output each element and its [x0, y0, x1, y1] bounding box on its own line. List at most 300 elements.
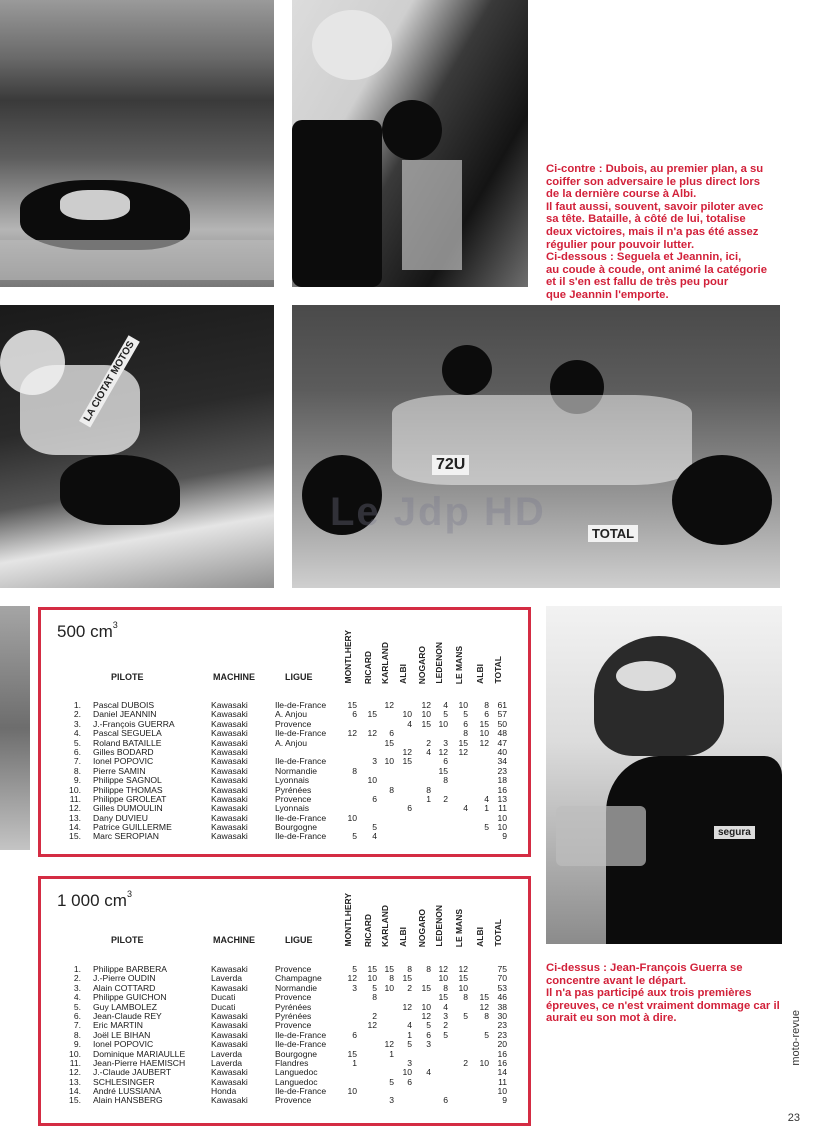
row-score: 12 — [384, 700, 394, 710]
row-total: 11 — [498, 1076, 507, 1087]
col-pilote: PILOTE — [111, 672, 144, 682]
row-rank: 3. — [73, 718, 81, 729]
race-header: NOGARO — [417, 645, 427, 684]
row-score: 12 — [384, 1039, 394, 1050]
row-ligue: Languedoc — [275, 1067, 318, 1078]
row-rank: 6. — [73, 746, 81, 757]
row-score: 3 — [407, 1057, 412, 1068]
row-score: 10 — [384, 982, 394, 993]
row-score: 12 — [458, 964, 468, 974]
row-score: 15 — [421, 718, 431, 729]
row-total: 47 — [497, 737, 507, 748]
row-score: 15 — [402, 973, 412, 984]
row-machine: Kawasaki — [211, 728, 248, 739]
photo-riders-start-line — [292, 0, 528, 287]
row-ligue: Ile-de-France — [275, 1086, 327, 1097]
bike-number: 72U — [432, 455, 469, 475]
row-total: 14 — [497, 1067, 507, 1078]
row-score: 8 — [426, 784, 431, 795]
row-total: 10 — [497, 822, 507, 833]
row-score: 3 — [372, 756, 377, 767]
row-total: 61 — [497, 700, 507, 710]
row-score: 4 — [484, 793, 489, 804]
row-machine: Kawasaki — [211, 737, 248, 748]
row-score: 12 — [421, 1010, 431, 1021]
row-rank: 12. — [69, 803, 81, 814]
row-score: 5 — [443, 1029, 448, 1040]
row-score: 8 — [484, 700, 489, 710]
row-pilote: Marc SEROPIAN — [93, 831, 159, 842]
row-score: 4 — [443, 700, 448, 710]
row-pilote: Roland BATAILLE — [93, 737, 162, 748]
row-total: 40 — [497, 746, 507, 757]
row-ligue: Champagne — [275, 973, 322, 984]
row-pilote: SCHLESINGER — [93, 1076, 155, 1087]
row-score: 15 — [458, 973, 468, 984]
row-rank: 13. — [69, 1076, 81, 1087]
row-score: 8 — [426, 964, 431, 974]
row-score: 8 — [484, 1010, 489, 1021]
row-ligue: Provence — [275, 1020, 312, 1031]
row-score: 10 — [402, 1067, 412, 1078]
class-title: 500 $cm^3$ — [57, 620, 118, 641]
row-machine: Kawasaki — [211, 700, 248, 710]
photo-race-grid-bike — [0, 0, 274, 287]
row-score: 12 — [402, 746, 412, 757]
race-header: LEDENON — [434, 642, 444, 684]
row-machine: Kawasaki — [211, 775, 248, 786]
row-ligue: Lyonnais — [275, 775, 310, 786]
row-total: 34 — [497, 756, 507, 767]
row-rank: 11. — [69, 793, 81, 804]
row-rank: 7. — [73, 756, 81, 767]
row-score: 15 — [347, 1048, 357, 1059]
row-total: 23 — [497, 765, 507, 776]
col-pilote: PILOTE — [111, 935, 144, 945]
row-rank: 15. — [69, 1095, 81, 1106]
race-header: KARLAND — [380, 904, 390, 947]
row-pilote: Jean-Pierre HAEMISCH — [93, 1057, 186, 1068]
race-header: ALBI — [475, 927, 485, 947]
row-score: 10 — [421, 1001, 431, 1012]
row-score: 1 — [389, 1048, 394, 1059]
row-score: 8 — [389, 784, 394, 795]
row-rank: 12. — [69, 1067, 81, 1078]
row-score: 10 — [458, 982, 468, 993]
row-pilote: Pierre SAMIN — [93, 765, 146, 776]
row-total: 16 — [497, 1057, 507, 1068]
row-score: 6 — [426, 1029, 431, 1040]
race-header: LEDENON — [434, 905, 444, 947]
row-score: 12 — [479, 1001, 489, 1012]
row-ligue: Provence — [275, 1095, 312, 1106]
sponsor-patch: segura — [714, 826, 755, 839]
row-score: 15 — [347, 700, 357, 710]
row-machine: Laverda — [211, 1057, 243, 1068]
row-machine: Kawasaki — [211, 1076, 248, 1087]
row-total: 23 — [497, 1029, 507, 1040]
col-machine: MACHINE — [213, 935, 255, 945]
race-header: RICARD — [363, 913, 373, 947]
row-rank: 3. — [73, 982, 81, 993]
row-pilote: Patrice GUILLERME — [93, 822, 172, 833]
row-ligue: Ile-de-France — [275, 812, 327, 823]
row-score: 8 — [352, 765, 357, 776]
watermark: Le Jdp HD — [330, 490, 546, 534]
row-total: 13 — [497, 793, 507, 804]
row-score: 1 — [352, 1057, 357, 1068]
row-machine: Kawasaki — [211, 718, 248, 729]
row-score: 10 — [479, 1057, 489, 1068]
row-machine: Kawasaki — [211, 709, 248, 720]
row-score: 15 — [438, 992, 448, 1003]
row-score: 4 — [407, 1020, 412, 1031]
race-header: LE MANS — [454, 645, 464, 684]
col-ligue: LIGUE — [285, 935, 313, 945]
row-rank: 4. — [73, 992, 81, 1003]
table-row — [63, 1096, 523, 1105]
row-ligue: Normandie — [275, 765, 318, 776]
row-score: 6 — [352, 1029, 357, 1040]
row-score: 8 — [443, 982, 448, 993]
row-total: 9 — [502, 1095, 507, 1106]
row-rank: 9. — [73, 1039, 81, 1050]
row-score: 6 — [484, 709, 489, 720]
row-pilote: André LUSSIANA — [93, 1086, 161, 1097]
row-rank: 15. — [69, 831, 81, 842]
row-rank: 11. — [69, 1057, 81, 1068]
col-machine: MACHINE — [213, 672, 255, 682]
row-total: 16 — [497, 1048, 507, 1059]
row-rank: 4. — [73, 728, 81, 739]
row-ligue: Provence — [275, 992, 312, 1003]
row-ligue: Ile-de-France — [275, 756, 327, 767]
row-pilote: J.-Claude JAUBERT — [93, 1067, 172, 1078]
row-score: 4 — [463, 803, 468, 814]
class-title: 1 000 $cm^3$ — [57, 889, 132, 910]
row-total: 18 — [497, 775, 507, 786]
row-ligue: Languedoc — [275, 1076, 318, 1087]
jacket-text: LA CIOTAT MOTOS — [79, 335, 140, 427]
row-machine: Kawasaki — [211, 1010, 248, 1021]
race-header: ALBI — [475, 664, 485, 684]
row-score: 5 — [372, 822, 377, 833]
row-score: 6 — [443, 1095, 448, 1106]
row-machine: Kawasaki — [211, 803, 248, 814]
row-score: 15 — [384, 737, 394, 748]
row-total: 16 — [497, 784, 507, 795]
row-score: 1 — [426, 793, 431, 804]
row-ligue: Pyrénées — [275, 1001, 312, 1012]
row-ligue: Provence — [275, 718, 312, 729]
row-score: 10 — [347, 1086, 357, 1097]
row-ligue: Flandres — [275, 1057, 309, 1068]
row-score: 10 — [421, 709, 431, 720]
row-ligue: Provence — [275, 964, 312, 974]
row-machine: Kawasaki — [211, 1095, 248, 1106]
row-pilote: J.-François GUERRA — [93, 718, 175, 729]
race-header: TOTAL — [493, 919, 503, 947]
row-pilote: Daniel JEANNIN — [93, 709, 157, 720]
row-score: 2 — [463, 1057, 468, 1068]
row-score: 12 — [402, 1001, 412, 1012]
row-ligue: Bourgogne — [275, 822, 318, 833]
row-score: 2 — [426, 737, 431, 748]
row-score: 12 — [421, 700, 431, 710]
row-score: 12 — [347, 728, 357, 739]
row-machine: Kawasaki — [211, 1039, 248, 1050]
row-pilote: J.-Pierre OUDIN — [93, 973, 156, 984]
row-ligue: Provence — [275, 793, 312, 804]
results-table-1000 — [38, 876, 531, 1126]
row-score: 4 — [426, 746, 431, 757]
row-ligue: A. Anjou — [275, 737, 308, 748]
row-score: 10 — [479, 728, 489, 739]
row-score: 8 — [463, 728, 468, 739]
photo-seguela-jeannin — [292, 305, 780, 588]
row-total: 10 — [497, 1086, 507, 1097]
photo-rider-la-ciotat — [0, 305, 274, 588]
row-score: 4 — [372, 831, 377, 842]
row-score: 8 — [389, 973, 394, 984]
row-total: 46 — [497, 992, 507, 1003]
row-ligue: A. Anjou — [275, 709, 308, 720]
row-pilote: Philippe BARBERA — [93, 964, 168, 974]
row-rank: 9. — [73, 775, 81, 786]
row-ligue: Ile-de-France — [275, 700, 327, 710]
photo-left-edge-strip — [0, 606, 30, 850]
row-ligue: Lyonnais — [275, 803, 310, 814]
row-pilote: Pascal DUBOIS — [93, 700, 155, 710]
row-score: 3 — [443, 737, 448, 748]
row-machine: Laverda — [211, 973, 243, 984]
caption-bottom: Ci-dessus : Jean-François Guerra se concentre avant le départ. Il n'a pas participé aux trois premières épreuves, ce n'est vraiment dommage car il aurait eu son mot à dire. — [546, 962, 780, 1025]
row-machine: Kawasaki — [211, 812, 248, 823]
row-machine: Kawasaki — [211, 982, 248, 993]
row-rank: 2. — [73, 973, 81, 984]
row-pilote: Ionel POPOVIC — [93, 756, 154, 767]
row-score: 6 — [407, 803, 412, 814]
row-machine: Kawasaki — [211, 1020, 248, 1031]
row-score: 12 — [438, 964, 448, 974]
row-total: 10 — [497, 812, 507, 823]
row-rank: 13. — [69, 812, 81, 823]
row-score: 5 — [372, 982, 377, 993]
row-score: 12 — [479, 737, 489, 748]
row-pilote: Dany DUVIEU — [93, 812, 148, 823]
row-score: 5 — [407, 1039, 412, 1050]
row-score: 8 — [443, 775, 448, 786]
row-score: 2 — [443, 1020, 448, 1031]
row-rank: 5. — [73, 1001, 81, 1012]
row-total: 75 — [497, 964, 507, 974]
row-score: 3 — [443, 1010, 448, 1021]
row-score: 5 — [463, 1010, 468, 1021]
magazine-name: moto-revue — [790, 1010, 802, 1066]
row-machine: Ducati — [211, 1001, 236, 1012]
race-headers — [341, 885, 521, 947]
row-ligue: Ile-de-France — [275, 1039, 327, 1050]
row-ligue: Bourgogne — [275, 1048, 318, 1059]
row-total: 70 — [497, 973, 507, 984]
row-total: 30 — [497, 1010, 507, 1021]
row-score: 2 — [407, 982, 412, 993]
row-machine: Kawasaki — [211, 784, 248, 795]
row-score: 15 — [479, 718, 489, 729]
row-rank: 2. — [73, 709, 81, 720]
row-machine: Kawasaki — [211, 793, 248, 804]
row-machine: Ducati — [211, 992, 236, 1003]
row-score: 10 — [347, 812, 357, 823]
row-rank: 10. — [69, 784, 81, 795]
row-score: 12 — [458, 746, 468, 757]
row-machine: Kawasaki — [211, 964, 248, 974]
row-score: 15 — [438, 765, 448, 776]
row-machine: Kawasaki — [211, 831, 248, 842]
row-pilote: Dominique MARIAULLE — [93, 1048, 186, 1059]
row-score: 15 — [384, 964, 394, 974]
row-score: 5 — [352, 831, 357, 842]
row-score: 8 — [407, 964, 412, 974]
row-score: 6 — [463, 718, 468, 729]
row-score: 15 — [367, 709, 377, 720]
row-ligue: Ile-de-France — [275, 728, 327, 739]
row-score: 8 — [463, 992, 468, 1003]
row-score: 10 — [384, 756, 394, 767]
row-score: 8 — [372, 992, 377, 1003]
row-pilote: Ionel POPOVIC — [93, 1039, 154, 1050]
row-score: 5 — [389, 1076, 394, 1087]
row-machine: Honda — [211, 1086, 237, 1097]
race-header: NOGARO — [417, 908, 427, 947]
results-table-500 — [38, 607, 531, 857]
page-number: 23 — [787, 1112, 800, 1124]
row-total: 53 — [497, 982, 507, 993]
row-ligue: Normandie — [275, 982, 318, 993]
photo-guerra-portrait — [546, 606, 782, 944]
row-score: 4 — [407, 718, 412, 729]
row-score: 6 — [352, 709, 357, 720]
row-pilote: Pascal SEGUELA — [93, 728, 162, 739]
row-rank: 10. — [69, 1048, 81, 1059]
row-rank: 14. — [69, 822, 81, 833]
row-ligue: Ile-de-France — [275, 831, 327, 842]
row-score: 6 — [372, 793, 377, 804]
row-pilote: Gilles BODARD — [93, 746, 154, 757]
row-score: 10 — [367, 775, 377, 786]
row-score: 15 — [479, 992, 489, 1003]
race-header: KARLAND — [380, 641, 390, 684]
row-machine: Kawasaki — [211, 1067, 248, 1078]
col-ligue: LIGUE — [285, 672, 313, 682]
row-score: 4 — [426, 1067, 431, 1078]
race-header: ALBI — [398, 664, 408, 684]
row-rank: 8. — [73, 1029, 81, 1040]
row-score: 3 — [389, 1095, 394, 1106]
row-pilote: Jean-Claude REY — [93, 1010, 162, 1021]
row-pilote: Philippe GROLEAT — [93, 793, 167, 804]
row-score: 15 — [421, 982, 431, 993]
row-pilote: Eric MARTIN — [93, 1020, 143, 1031]
row-machine: Kawasaki — [211, 746, 248, 757]
row-total: 57 — [497, 709, 507, 720]
row-rank: 1. — [73, 964, 81, 974]
row-rank: 8. — [73, 765, 81, 776]
row-score: 2 — [443, 793, 448, 804]
row-total: 23 — [497, 1020, 507, 1031]
row-machine: Kawasaki — [211, 765, 248, 776]
row-total: 48 — [497, 728, 507, 739]
row-pilote: Philippe SAGNOL — [93, 775, 162, 786]
row-score: 15 — [402, 756, 412, 767]
row-rank: 7. — [73, 1020, 81, 1031]
row-pilote: Joël LE BIHAN — [93, 1029, 151, 1040]
row-score: 2 — [372, 1010, 377, 1021]
row-score: 10 — [367, 973, 377, 984]
row-machine: Laverda — [211, 1048, 243, 1059]
race-header: MONTLHERY — [343, 893, 353, 947]
row-rank: 5. — [73, 737, 81, 748]
row-score: 1 — [407, 1029, 412, 1040]
row-machine: Kawasaki — [211, 822, 248, 833]
row-score: 12 — [367, 728, 377, 739]
row-rank: 6. — [73, 1010, 81, 1021]
row-score: 12 — [438, 746, 448, 757]
fairing-sponsor: TOTAL — [588, 525, 638, 542]
row-score: 3 — [426, 1039, 431, 1050]
table-rows — [63, 965, 523, 1106]
row-pilote: Gilles DUMOULIN — [93, 803, 163, 814]
row-pilote: Alain COTTARD — [93, 982, 156, 993]
row-ligue: Pyrénées — [275, 1010, 312, 1021]
row-score: 5 — [426, 1020, 431, 1031]
row-score: 12 — [367, 1020, 377, 1031]
row-score: 6 — [407, 1076, 412, 1087]
row-score: 5 — [352, 964, 357, 974]
row-rank: 14. — [69, 1086, 81, 1097]
row-machine: Kawasaki — [211, 756, 248, 767]
race-header: ALBI — [398, 927, 408, 947]
row-ligue: Ile-de-France — [275, 1029, 327, 1040]
row-score: 10 — [438, 973, 448, 984]
row-score: 4 — [443, 1001, 448, 1012]
row-pilote: Alain HANSBERG — [93, 1095, 163, 1106]
row-score: 5 — [443, 709, 448, 720]
caption-top: Ci-contre : Dubois, au premier plan, a su coiffer son adversaire le plus direct lors de la dernière course à Albi. Il faut aussi, souvent, savoir piloter avec sa tête. Bataille, à côté de lui, totalise deux victoires, mais il n'a pas été assez régulier pour pouvoir lutter. Ci-dessous : Seguela et Jeannin, ici, au coude à coude, ont animé la catégorie et il s'en est fallu de très peu pour que Jeannin l'emporte. — [546, 163, 767, 301]
row-score: 6 — [389, 728, 394, 739]
row-score: 10 — [402, 709, 412, 720]
row-score: 5 — [463, 709, 468, 720]
row-score: 1 — [484, 803, 489, 814]
row-score: 3 — [352, 982, 357, 993]
row-pilote: Guy LAMBOLEZ — [93, 1001, 157, 1012]
row-rank: 1. — [73, 700, 81, 710]
row-total: 20 — [497, 1039, 507, 1050]
race-header: MONTLHERY — [343, 630, 353, 684]
row-score: 10 — [458, 700, 468, 710]
row-pilote: Philippe GUICHON — [93, 992, 167, 1003]
table-rows — [63, 701, 523, 842]
row-total: 50 — [497, 718, 507, 729]
race-header: TOTAL — [493, 656, 503, 684]
row-machine: Kawasaki — [211, 1029, 248, 1040]
row-score: 5 — [484, 1029, 489, 1040]
race-header: LE MANS — [454, 908, 464, 947]
row-score: 6 — [443, 756, 448, 767]
row-ligue: Pyrénées — [275, 784, 312, 795]
row-score: 10 — [438, 718, 448, 729]
table-row — [63, 832, 523, 841]
